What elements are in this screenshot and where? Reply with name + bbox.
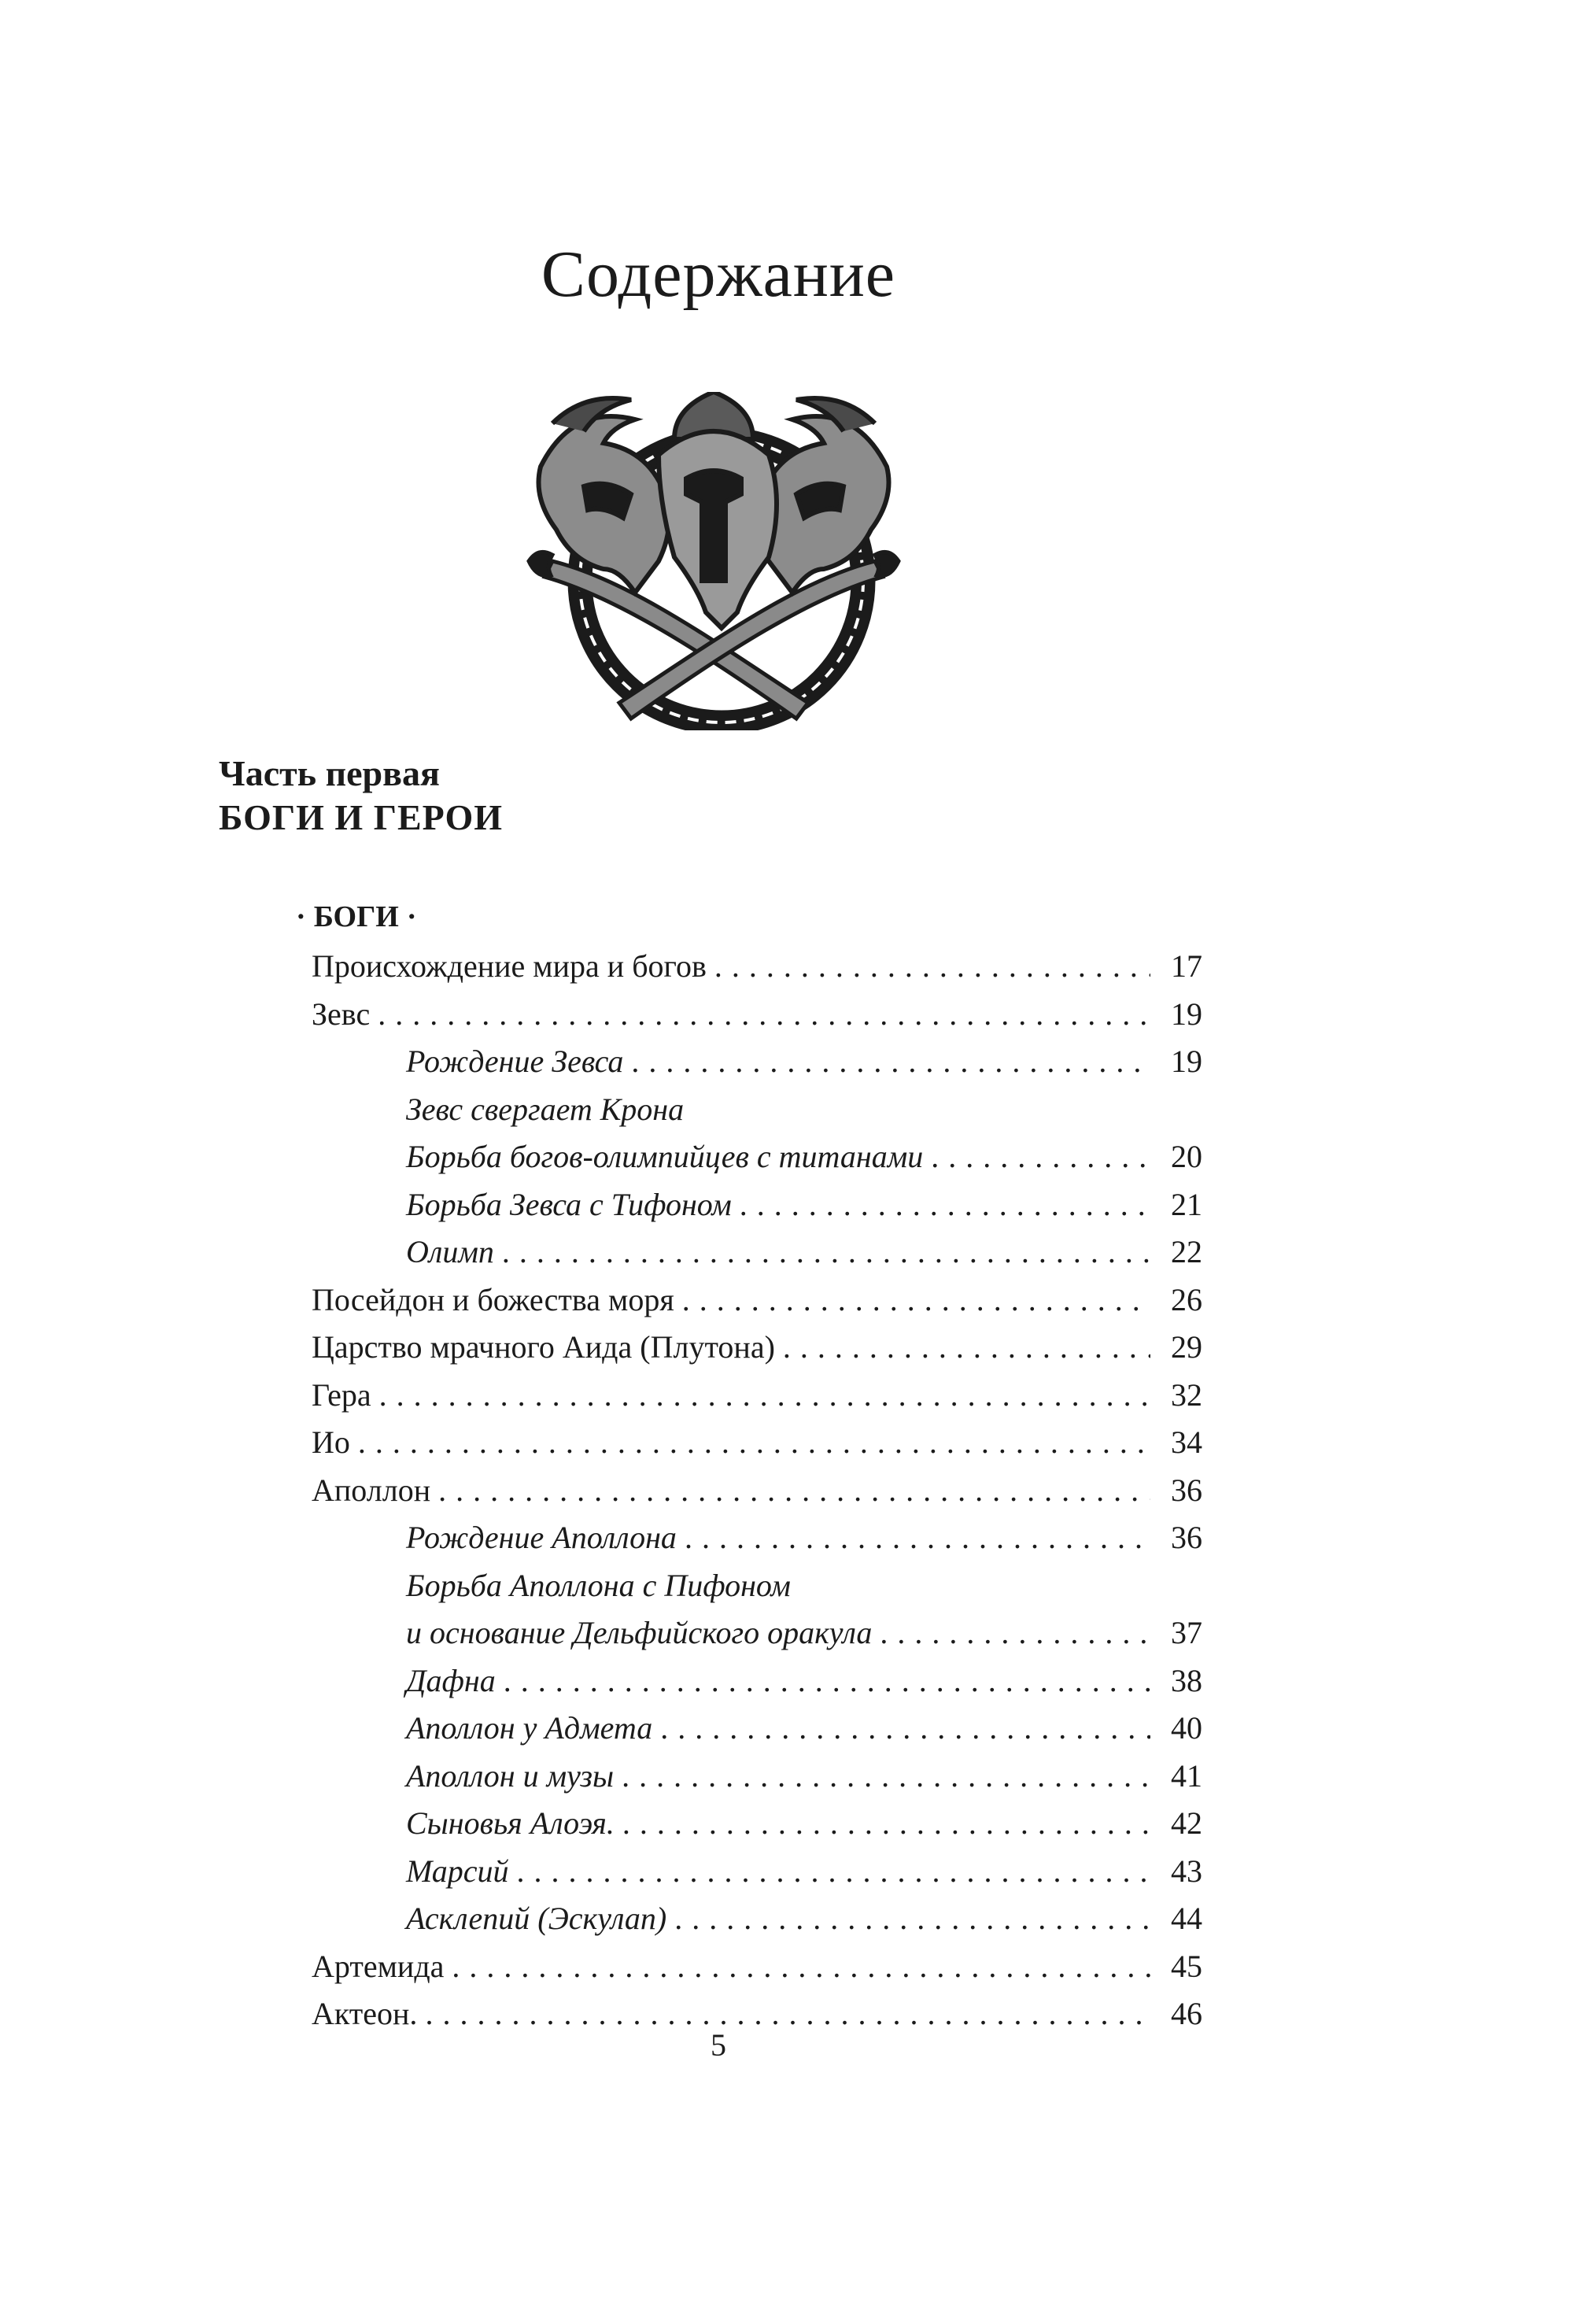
- toc-entry-title: Гера: [312, 1376, 371, 1413]
- dot-leader: [622, 1800, 1150, 1848]
- spartan-helmets-emblem-icon: [497, 392, 930, 730]
- dot-leader: [674, 1895, 1150, 1943]
- part-heading: [219, 752, 503, 840]
- dot-leader: [931, 1133, 1150, 1181]
- toc-entry-page: 41: [1171, 1757, 1202, 1794]
- center-helmet: [659, 392, 777, 628]
- toc-subentry[interactable]: [312, 1753, 1202, 1801]
- page-title: Содержание: [541, 238, 896, 311]
- toc-entry-page: 17: [1171, 948, 1202, 984]
- toc-entry-title: и основание Дельфийского оракула: [406, 1615, 873, 1650]
- dot-leader: [685, 1514, 1150, 1562]
- toc-entry-page: 34: [1171, 1424, 1202, 1460]
- toc-subentry[interactable]: [312, 1895, 1202, 1943]
- dot-leader: [682, 1277, 1150, 1325]
- toc-entry-title: Рождение Зевса: [406, 1044, 624, 1079]
- toc-subentry[interactable]: [312, 1848, 1202, 1896]
- toc-entry-prelude: Зевс свергает Крона: [406, 1091, 685, 1127]
- toc-entry-title: Царство мрачного Аида (Плутона): [312, 1329, 775, 1365]
- toc-entry[interactable]: [312, 1943, 1202, 1991]
- toc-entry-title: Рождение Аполлона: [406, 1520, 677, 1555]
- dot-leader: [504, 1657, 1150, 1705]
- dot-leader: [631, 1038, 1150, 1086]
- toc-entry-title: Марсий: [406, 1853, 509, 1889]
- toc-entry-page: 42: [1171, 1805, 1202, 1841]
- toc-entry-title: Асклепий (Эскулап): [406, 1901, 667, 1936]
- toc-subentry[interactable]: [312, 1514, 1202, 1562]
- toc-entry-title: Артемида: [312, 1948, 445, 1984]
- toc-entry-page: 38: [1171, 1662, 1202, 1698]
- toc-entry-page: 21: [1171, 1186, 1202, 1222]
- toc-entry-title: Ио: [312, 1424, 350, 1460]
- toc-entry-page: 26: [1171, 1281, 1202, 1317]
- toc-entry[interactable]: [312, 1419, 1202, 1467]
- toc-entry-page: 29: [1171, 1329, 1202, 1365]
- toc-entry[interactable]: [312, 1324, 1202, 1372]
- dot-leader: [783, 1324, 1150, 1372]
- dot-leader: [622, 1753, 1150, 1801]
- toc-entry-title: Дафна: [406, 1662, 496, 1698]
- toc-entry-title: Посейдон и божества моря: [312, 1281, 674, 1317]
- toc-entry[interactable]: [312, 943, 1202, 991]
- toc-entry-title: Зевс: [312, 996, 371, 1032]
- toc-entry-page: 45: [1171, 1948, 1202, 1984]
- toc-entry[interactable]: [312, 1372, 1202, 1420]
- toc-entry-title: Олимп: [406, 1234, 494, 1269]
- section-heading: [288, 897, 425, 937]
- toc-entry-page: 19: [1171, 1044, 1202, 1079]
- section-bullet-right: ·: [406, 900, 417, 933]
- dot-leader: [714, 943, 1150, 991]
- toc-entry-page: 22: [1171, 1234, 1202, 1269]
- toc-entry-title: Аполлон и музы: [406, 1757, 615, 1794]
- toc-entry-page: 37: [1171, 1615, 1202, 1650]
- dot-leader: [660, 1705, 1150, 1753]
- toc-subentry[interactable]: [312, 1705, 1202, 1753]
- dot-leader: [880, 1609, 1150, 1657]
- dot-leader: [517, 1848, 1150, 1896]
- dot-leader: [438, 1467, 1150, 1515]
- toc-subentry[interactable]: [312, 1181, 1202, 1229]
- toc-entry-page: 36: [1171, 1472, 1202, 1508]
- toc-subentry[interactable]: [312, 1800, 1202, 1848]
- section-name: БОГИ: [313, 900, 399, 933]
- toc-entry-title: Борьба богов-олимпийцев с титанами: [406, 1139, 924, 1174]
- toc-entry-page: 19: [1171, 996, 1202, 1032]
- dot-leader: [502, 1229, 1150, 1277]
- toc-entry[interactable]: [312, 991, 1202, 1039]
- toc-entry-title: Аполлон у Адмета: [406, 1710, 653, 1746]
- part-name: БОГИ И ГЕРОИ: [219, 797, 504, 837]
- dot-leader: [452, 1943, 1150, 1991]
- part-label: Часть первая: [219, 753, 440, 793]
- toc-entry-page: 44: [1171, 1901, 1202, 1936]
- section-bullet-left: ·: [296, 900, 306, 933]
- dot-leader: [378, 991, 1150, 1039]
- toc-entry-page: 36: [1171, 1520, 1202, 1555]
- toc-entry-page: 43: [1171, 1853, 1202, 1889]
- toc-entry-page: 32: [1171, 1376, 1202, 1413]
- toc-entry-title: Сыновья Алоэя.: [406, 1805, 615, 1841]
- toc-entry-page: 46: [1171, 1996, 1202, 2031]
- toc-entry[interactable]: [312, 1467, 1202, 1515]
- page-number: 5: [711, 2027, 726, 2063]
- table-of-contents: [312, 943, 1202, 2038]
- toc-entry-page: 20: [1171, 1139, 1202, 1174]
- toc-entry-page: 40: [1171, 1710, 1202, 1746]
- toc-entry-title: Актеон.: [312, 1996, 418, 2031]
- dot-leader: [379, 1372, 1150, 1420]
- dot-leader: [358, 1419, 1150, 1467]
- toc-entry-prelude: Борьба Аполлона с Пифоном: [406, 1567, 791, 1603]
- toc-subentry[interactable]: [312, 1657, 1202, 1705]
- toc-entry-title: Аполлон: [312, 1472, 431, 1508]
- toc-entry-title: Борьба Зевса с Тифоном: [406, 1186, 732, 1222]
- toc-subentry[interactable]: [312, 1562, 1202, 1657]
- dot-leader: [740, 1181, 1150, 1229]
- toc-subentry[interactable]: [312, 1038, 1202, 1086]
- toc-subentry[interactable]: [312, 1086, 1202, 1181]
- toc-subentry[interactable]: [312, 1229, 1202, 1277]
- toc-entry-title: Происхождение мира и богов: [312, 948, 707, 984]
- toc-entry[interactable]: [312, 1277, 1202, 1325]
